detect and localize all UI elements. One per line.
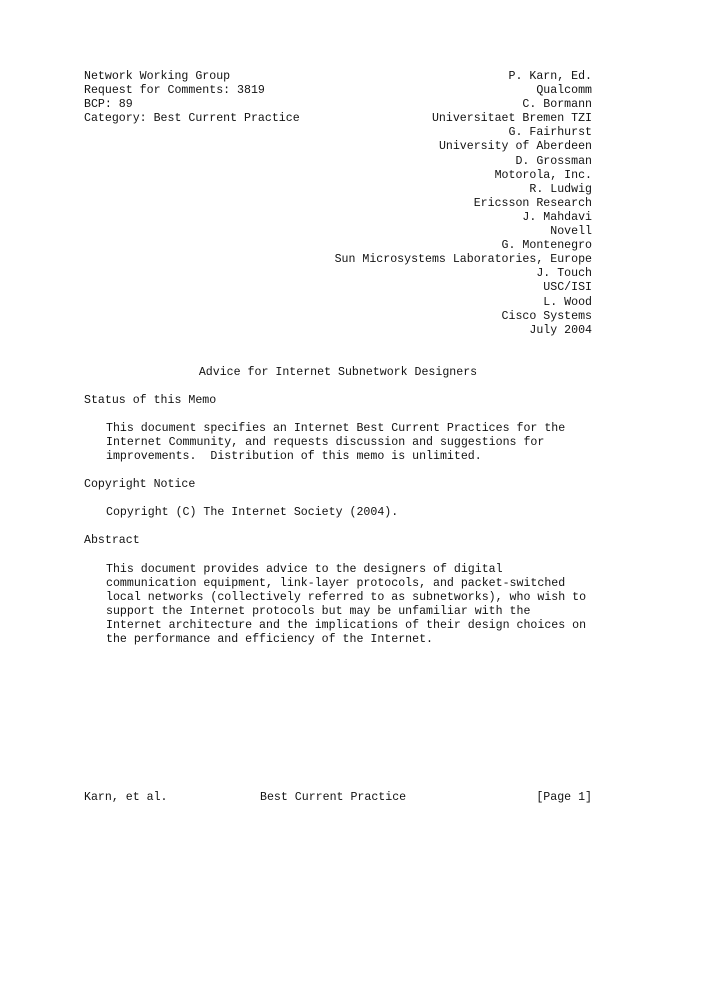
rfc-page <box>84 70 592 647</box>
header-right: L. Wood <box>543 295 592 309</box>
footer-page-number: [Page 1] <box>536 791 592 804</box>
header-left: Request for Comments: 3819 <box>84 84 265 98</box>
footer-authors: Karn, et al. <box>84 791 168 804</box>
header-row <box>84 155 592 169</box>
text-line: communication equipment, link-layer protocols, and packet-switched <box>106 576 566 590</box>
header-left: BCP: 89 <box>84 98 133 112</box>
header-row <box>84 197 592 211</box>
header-right: University of Aberdeen <box>438 140 592 154</box>
text-line: Internet Community, and requests discussion and suggestions for <box>106 436 545 450</box>
header-row <box>84 98 592 112</box>
abstract-heading: Abstract <box>84 534 140 548</box>
text-line: the performance and efficiency of the Internet. <box>106 633 433 646</box>
document-title: Advice for Internet Subnetwork Designers <box>198 365 478 379</box>
header-row <box>84 310 592 324</box>
document-header <box>84 70 592 338</box>
header-right: C. Bormann <box>522 98 592 112</box>
header-row <box>84 140 592 154</box>
status-paragraph <box>84 422 592 464</box>
header-right: R. Ludwig <box>529 182 592 196</box>
header-right: G. Fairhurst <box>508 126 592 140</box>
header-right: Cisco Systems <box>501 309 592 323</box>
copyright-heading: Copyright Notice <box>84 478 196 492</box>
header-row <box>84 84 592 98</box>
header-right: Novell <box>550 225 592 239</box>
text-line: Copyright (C) The Internet Society (2004). <box>106 506 399 520</box>
header-left: Category: Best Current Practice <box>84 112 300 126</box>
page-footer <box>84 791 592 805</box>
header-right: J. Mahdavi <box>522 210 592 224</box>
header-row <box>84 183 592 197</box>
header-right: July 2004 <box>529 323 592 337</box>
status-heading: Status of this Memo <box>84 393 217 407</box>
header-row <box>84 112 592 126</box>
text-line: This document provides advice to the designers of digital <box>106 562 503 576</box>
header-row <box>84 126 592 140</box>
text-line: Internet architecture and the implications of their design choices on <box>106 618 587 632</box>
text-line: local networks (collectively referred to as subnetworks), who wish to <box>106 590 587 604</box>
header-row <box>84 225 592 239</box>
header-row <box>84 169 592 183</box>
header-right: USC/ISI <box>543 281 592 295</box>
header-row <box>84 296 592 310</box>
header-right: J. Touch <box>536 267 592 281</box>
header-row <box>84 70 592 84</box>
header-right: Qualcomm <box>536 84 592 98</box>
header-right: D. Grossman <box>515 154 592 168</box>
header-right: Motorola, Inc. <box>494 168 592 182</box>
header-left: Network Working Group <box>84 70 231 83</box>
header-row <box>84 324 592 338</box>
text-line: improvements. Distribution of this memo is unlimited. <box>106 450 482 464</box>
header-row <box>84 267 592 281</box>
abstract-paragraph <box>84 563 592 648</box>
header-right: Sun Microsystems Laboratories, Europe <box>334 253 592 267</box>
header-row <box>84 211 592 225</box>
header-right: Universitaet Bremen TZI <box>431 112 592 126</box>
header-right: P. Karn, Ed. <box>508 70 592 83</box>
header-row <box>84 281 592 295</box>
header-right: G. Montenegro <box>501 239 592 253</box>
header-row <box>84 253 592 267</box>
copyright-paragraph <box>84 506 592 520</box>
header-row <box>84 239 592 253</box>
text-line: This document specifies an Internet Best Current Practices for the <box>106 421 566 435</box>
footer-category: Best Current Practice <box>260 791 407 804</box>
text-line: support the Internet protocols but may be unfamiliar with the <box>106 604 531 618</box>
header-right: Ericsson Research <box>473 196 592 210</box>
